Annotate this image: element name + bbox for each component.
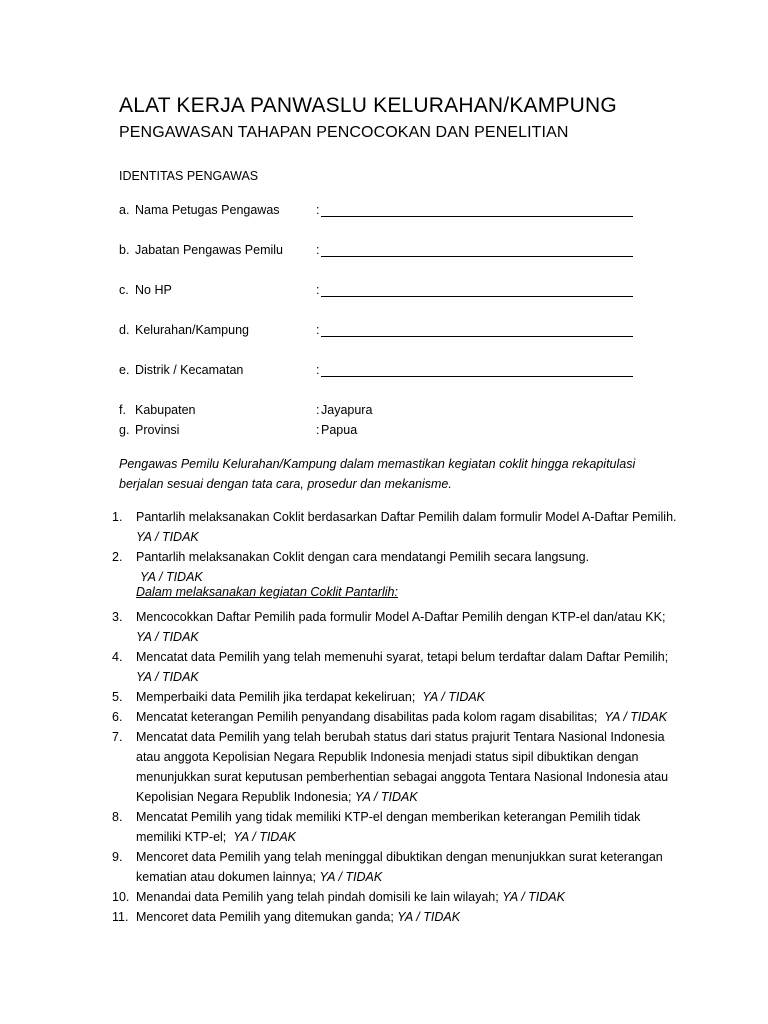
item-text: Mencoret data Pemilih yang ditemukan ganda; (136, 910, 394, 924)
item-number: 4. (112, 650, 123, 664)
item-text: Pantarlih melaksanakan Coklit berdasarkan Daftar Pemilih dalam formulir Model A-Daftar Pemilih. (136, 510, 677, 524)
row-letter: e. (119, 363, 130, 377)
row-colon: : (316, 203, 320, 217)
answer-option[interactable]: YA / TIDAK (319, 870, 383, 884)
item-number: 10. (112, 890, 130, 904)
answer-option[interactable]: YA / TIDAK (502, 890, 565, 904)
item-number: 11. (112, 910, 129, 924)
row-colon: : (316, 283, 320, 297)
row-colon: : (316, 363, 320, 377)
item-number: 1. (112, 510, 123, 524)
answer-option[interactable]: YA / TIDAK (233, 830, 297, 844)
item-text: Mencatat data Pemilih yang telah berubah status dari status prajurit Tentara Nasional Indonesia atau anggota Kepolisian Negara Republik Indonesia menjadi status sipil dibuktikan dengan menunjukkan surat keputusan pemberhentian sebagai anggota Tentara Nasional Indonesia atau Kepolisian Negara Republik Indonesia; (136, 730, 669, 804)
row-colon: : (316, 423, 320, 437)
row-colon: : (316, 403, 320, 417)
identity-heading: IDENTITAS PENGAWAS (119, 169, 259, 183)
row-colon: : (316, 323, 320, 337)
row-letter: a. (119, 203, 130, 217)
item-text: Mencatat keterangan Pemilih penyandang disabilitas pada kolom ragam disabilitas; (136, 710, 598, 724)
kabupaten-value: Jayapura (321, 403, 373, 417)
distrik-field-line[interactable] (321, 376, 633, 377)
item-text: Pantarlih melaksanakan Coklit dengan cara mendatangi Pemilih secara langsung. (136, 550, 590, 564)
answer-option[interactable]: YA / TIDAK (140, 570, 203, 584)
item-number: 8. (112, 810, 123, 824)
row-label: No HP (135, 283, 172, 297)
answer-option[interactable]: YA / TIDAK (604, 710, 668, 724)
document-title: ALAT KERJA PANWASLU KELURAHAN/KAMPUNG (119, 94, 617, 117)
answer-option[interactable]: YA / TIDAK (397, 910, 461, 924)
item-number: 2. (112, 550, 123, 564)
row-letter: b. (119, 243, 130, 257)
item-text: Memperbaiki data Pemilih jika terdapat kekeliruan; (136, 690, 416, 704)
answer-option[interactable]: YA / TIDAK (136, 670, 199, 684)
kelurahan-field-line[interactable] (321, 336, 633, 337)
intro-paragraph: Pengawas Pemilu Kelurahan/Kampung dalam memastikan kegiatan coklit hingga rekapitulasi berjalan sesuai dengan tata cara, prosedur dan mekanisme. (119, 457, 636, 491)
item-number: 5. (112, 690, 123, 704)
answer-option[interactable]: YA / TIDAK (136, 530, 199, 544)
document-subtitle: PENGAWASAN TAHAPAN PENCOCOKAN DAN PENELITIAN (119, 124, 569, 141)
item-text: Mencocokkan Daftar Pemilih pada formulir Model A-Daftar Pemilih dengan KTP-el dan/atau KK; (136, 610, 666, 624)
row-colon: : (316, 243, 320, 257)
answer-option[interactable]: YA / TIDAK (422, 690, 486, 704)
item-number: 3. (112, 610, 123, 624)
row-letter: f. (119, 403, 126, 417)
item-text: Mencatat Pemilih yang tidak memiliki KTP-el dengan memberikan keterangan Pemilih tidak memiliki KTP-el; (136, 810, 641, 844)
answer-option[interactable]: YA / TIDAK (354, 790, 418, 804)
row-letter: d. (119, 323, 130, 337)
row-label: Nama Petugas Pengawas (135, 203, 280, 217)
row-label: Kelurahan/Kampung (135, 323, 249, 337)
row-label: Distrik / Kecamatan (135, 363, 244, 377)
coklit-sub-heading: Dalam melaksanakan kegiatan Coklit Pantarlih: (136, 585, 398, 599)
item-text: Mencatat data Pemilih yang telah memenuhi syarat, tetapi belum terdaftar dalam Daftar Pemilih; (136, 650, 669, 664)
row-letter: c. (119, 283, 129, 297)
item-number: 7. (112, 730, 123, 744)
row-label: Kabupaten (135, 403, 196, 417)
item-text: Menandai data Pemilih yang telah pindah domisili ke lain wilayah; (136, 890, 499, 904)
nohp-field-line[interactable] (321, 296, 633, 297)
answer-option[interactable]: YA / TIDAK (136, 630, 199, 644)
jabatan-field-line[interactable] (321, 256, 633, 257)
row-letter: g. (119, 423, 130, 437)
row-label: Provinsi (135, 423, 180, 437)
item-number: 6. (112, 710, 123, 724)
nama-field-line[interactable] (321, 216, 633, 217)
item-text: Mencoret data Pemilih yang telah meninggal dibuktikan dengan menunjukkan surat keterangan kematian atau dokumen lainnya; (136, 850, 663, 884)
row-label: Jabatan Pengawas Pemilu (135, 243, 284, 257)
provinsi-value: Papua (321, 423, 358, 437)
item-number: 9. (112, 850, 123, 864)
